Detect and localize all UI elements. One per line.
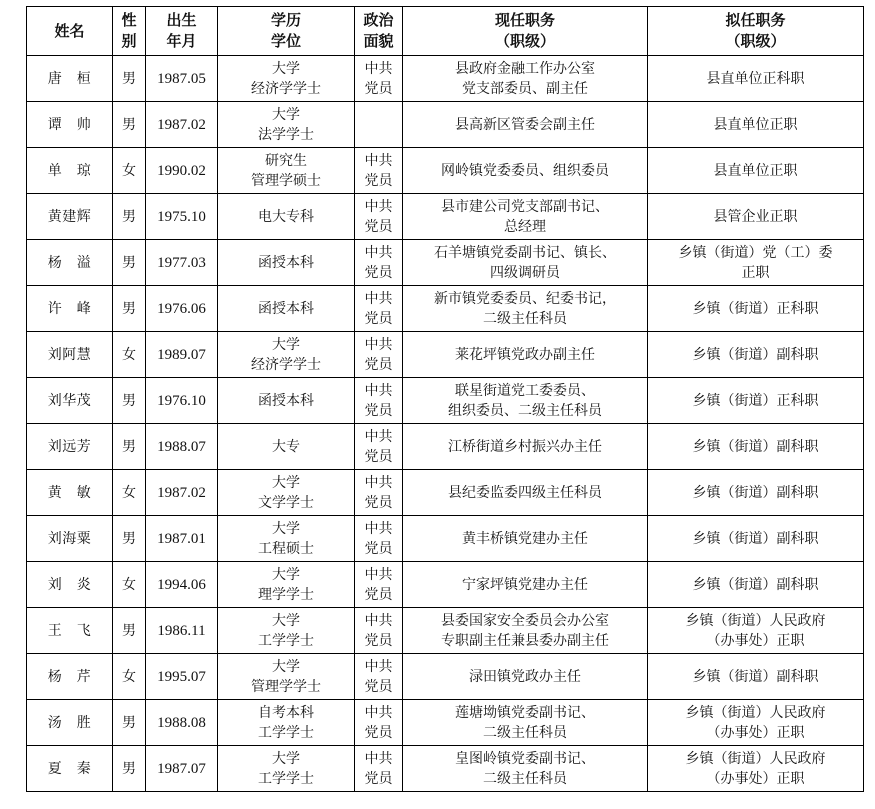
header-party [355,7,403,56]
cell-proposed-post [648,102,864,148]
cell-line: 中共 [364,704,393,721]
cell-current-post [403,746,648,792]
header-birth [146,7,218,56]
cell-education [218,56,355,102]
cell-party [355,608,403,654]
cell-current-post [403,654,648,700]
cell-education [218,102,355,148]
cell-line: 中共 [364,244,393,261]
cell-line: 电大专科 [258,208,314,225]
cell-name: 汤 胜 [27,700,113,746]
cell-sex: 男 [113,700,146,746]
cell-party [355,424,403,470]
cell-line: 乡镇（街道）副科职 [692,668,819,685]
cell-sex: 女 [113,332,146,378]
cell-birth: 1976.10 [146,378,218,424]
cell-sex: 男 [113,378,146,424]
cell-education [218,654,355,700]
cell-party [355,378,403,424]
cell-line: 中共 [364,290,393,307]
cell-line: 中共 [364,750,393,767]
cell-line: 法学学士 [258,126,314,143]
cell-current-post [403,102,648,148]
cell-birth: 1975.10 [146,194,218,240]
cell-name: 刘海粟 [27,516,113,562]
cell-line: 县市建公司党支部副书记、 [441,198,609,215]
cell-line: 宁家坪镇党建办主任 [462,576,588,593]
cell-birth: 1994.06 [146,562,218,608]
cell-line: 渌田镇党政办主任 [469,668,581,685]
cell-education [218,148,355,194]
cell-line: （办事处）正职 [706,632,805,649]
cell-sex: 男 [113,286,146,332]
cell-line: 文学学士 [258,494,314,511]
cell-line: 大学 [272,474,300,491]
cell-line: 中共 [364,658,393,675]
cell-proposed-post [648,700,864,746]
cell-line: 党员 [364,540,393,557]
cell-line: 理学学士 [258,586,314,603]
cell-proposed-post [648,424,864,470]
cell-line: 乡镇（街道）副科职 [692,530,819,547]
cell-sex: 男 [113,516,146,562]
table-row [27,746,864,792]
cell-proposed-post [648,378,864,424]
cell-current-post [403,608,648,654]
cell-line: 大学 [272,106,300,123]
cell-line: 二级主任科员 [483,724,567,741]
cell-proposed-post [648,240,864,286]
cell-education [218,516,355,562]
table-body [27,56,864,792]
table-row [27,286,864,332]
cell-party [355,148,403,194]
cell-sex: 女 [113,562,146,608]
cell-line: 大学 [272,60,300,77]
cell-party [355,746,403,792]
cell-birth: 1987.02 [146,102,218,148]
cell-current-post [403,470,648,516]
cell-name: 刘远芳 [27,424,113,470]
cell-line: 县直单位正职 [713,162,798,179]
table-row [27,562,864,608]
cell-line: 大学 [272,520,300,537]
cell-line: 中共 [364,60,393,77]
cell-line: 党员 [364,172,393,189]
cell-line: 年月 [166,32,197,50]
cell-line: 中共 [364,152,393,169]
cell-line: 别 [121,32,137,50]
cell-line: 工程硕士 [258,540,314,557]
cell-birth: 1990.02 [146,148,218,194]
cell-line: 黄丰桥镇党建办主任 [462,530,588,547]
cell-education [218,562,355,608]
cell-birth: 1989.07 [146,332,218,378]
cell-sex: 女 [113,148,146,194]
cell-current-post [403,424,648,470]
cell-line: 县高新区管委会副主任 [455,116,595,133]
cell-party [355,562,403,608]
table-row [27,700,864,746]
cell-line: 姓名 [54,21,85,40]
cell-party [355,470,403,516]
cell-name: 单 琼 [27,148,113,194]
table-row [27,470,864,516]
cell-current-post [403,378,648,424]
cell-education [218,194,355,240]
cell-proposed-post [648,608,864,654]
cell-line: 四级调研员 [490,264,560,281]
cell-sex: 女 [113,654,146,700]
cell-line: 乡镇（街道）正科职 [692,392,819,409]
cell-line: 县委国家安全委员会办公室 [441,612,609,629]
cell-birth: 1987.01 [146,516,218,562]
cell-line: 石羊塘镇党委副书记、镇长、 [434,244,616,261]
cell-line: 函授本科 [258,254,314,271]
cell-line: 县纪委监委四级主任科员 [448,484,602,501]
header-name [27,7,113,56]
cell-birth: 1987.02 [146,470,218,516]
cell-line: 党员 [364,80,393,97]
cell-name: 杨 溢 [27,240,113,286]
table-row [27,194,864,240]
cell-sex: 男 [113,746,146,792]
cell-line: （职级） [494,32,555,50]
cell-current-post [403,332,648,378]
cell-name: 谭 帅 [27,102,113,148]
cell-line: 中共 [364,382,393,399]
cell-line: 现任职务 [494,11,555,29]
cell-line: 中共 [364,336,393,353]
cell-line: 皇图岭镇党委副书记、 [455,750,595,767]
cell-education [218,746,355,792]
cell-line: 管理学学士 [251,678,321,695]
cell-name: 杨 芹 [27,654,113,700]
cell-party [355,332,403,378]
header-sex [113,7,146,56]
cell-proposed-post [648,562,864,608]
table-row [27,56,864,102]
table-row [27,332,864,378]
cell-line: 党员 [364,586,393,603]
cell-line: 县直单位正职 [713,116,798,133]
cell-line: 党员 [364,770,393,787]
cell-line: 学位 [270,32,301,50]
cell-line: 乡镇（街道）正科职 [692,300,819,317]
cell-line: 经济学学士 [251,356,321,373]
cell-current-post [403,562,648,608]
cell-name: 刘 炎 [27,562,113,608]
cell-line: 联星街道党工委委员、 [455,382,595,399]
cell-proposed-post [648,470,864,516]
cell-name: 刘阿慧 [27,332,113,378]
cell-line: 乡镇（街道）副科职 [692,576,819,593]
cell-line: 乡镇（街道）人民政府 [685,704,826,721]
cell-proposed-post [648,332,864,378]
cell-birth: 1976.06 [146,286,218,332]
cell-line: 县政府金融工作办公室 [455,60,595,77]
cell-line: 性 [121,11,137,29]
table-row [27,378,864,424]
cell-party [355,700,403,746]
cell-proposed-post [648,194,864,240]
cell-line: 工学学士 [258,724,314,741]
cell-line: 学历 [270,11,301,29]
cell-line: 乡镇（街道）副科职 [692,484,819,501]
table-row [27,654,864,700]
document-page [26,6,864,792]
cell-line: 莲塘坳镇党委副书记、 [455,704,595,721]
cell-party [355,240,403,286]
cell-education [218,286,355,332]
cell-line: 江桥街道乡村振兴办主任 [448,438,602,455]
cell-proposed-post [648,746,864,792]
cell-line: 拟任职务 [725,11,786,29]
cell-line: 二级主任科员 [483,770,567,787]
cell-birth: 1987.07 [146,746,218,792]
cell-name: 黄建辉 [27,194,113,240]
cell-line: 工学学士 [258,770,314,787]
cell-birth: 1986.11 [146,608,218,654]
cell-line: 管理学硕士 [251,172,321,189]
cell-line: 政治 [363,11,394,29]
appointment-table [26,6,864,792]
cell-education [218,332,355,378]
cell-line: 乡镇（街道）副科职 [692,346,819,363]
cell-line: （职级） [725,32,786,50]
cell-birth: 1988.07 [146,424,218,470]
cell-line: 大学 [272,336,300,353]
cell-name: 刘华茂 [27,378,113,424]
cell-line: 自考本科 [258,704,314,721]
cell-line: 党员 [364,494,393,511]
cell-line: （办事处）正职 [706,724,805,741]
cell-name: 夏 秦 [27,746,113,792]
cell-line: 乡镇（街道）人民政府 [685,612,826,629]
cell-birth: 1988.08 [146,700,218,746]
cell-line: 二级主任科员 [483,310,567,327]
cell-line: 党员 [364,356,393,373]
cell-name: 王 飞 [27,608,113,654]
cell-party [355,516,403,562]
cell-proposed-post [648,516,864,562]
cell-line: 大专 [272,438,300,455]
cell-line: 乡镇（街道）人民政府 [685,750,826,767]
cell-education [218,470,355,516]
header-row [27,7,864,56]
cell-line: 面貌 [363,32,394,50]
cell-line: 党员 [364,264,393,281]
cell-sex: 男 [113,240,146,286]
cell-sex: 男 [113,56,146,102]
cell-line: 经济学学士 [251,80,321,97]
cell-proposed-post [648,654,864,700]
cell-line: 中共 [364,474,393,491]
cell-education [218,608,355,654]
cell-party [355,102,403,148]
cell-current-post [403,194,648,240]
cell-education [218,424,355,470]
cell-education [218,700,355,746]
header-education [218,7,355,56]
cell-line: 中共 [364,566,393,583]
cell-line: 工学学士 [258,632,314,649]
cell-line: 专职副主任兼县委办副主任 [441,632,609,649]
cell-sex: 男 [113,194,146,240]
cell-sex: 男 [113,424,146,470]
cell-line: 研究生 [265,152,307,169]
cell-line: 组织委员、二级主任科员 [448,402,602,419]
cell-line: 出生 [166,11,197,29]
cell-party [355,654,403,700]
cell-line: 县直单位正科职 [706,70,805,87]
cell-party [355,56,403,102]
cell-line: 大学 [272,566,300,583]
cell-line: 函授本科 [258,392,314,409]
cell-name: 唐 桓 [27,56,113,102]
table-row [27,102,864,148]
cell-current-post [403,56,648,102]
cell-line: 党员 [364,218,393,235]
cell-birth: 1987.05 [146,56,218,102]
cell-line: 网岭镇党委委员、组织委员 [441,162,609,179]
cell-line: 乡镇（街道）党（工）委 [678,244,833,261]
cell-line: 总经理 [504,218,546,235]
cell-line: 党员 [364,402,393,419]
table-row [27,608,864,654]
cell-line: 党员 [364,678,393,695]
cell-line: 党员 [364,448,393,465]
cell-line: 新市镇党委委员、纪委书记， [434,290,616,307]
cell-proposed-post [648,286,864,332]
cell-line: 党员 [364,632,393,649]
table-row [27,424,864,470]
cell-line: 大学 [272,612,300,629]
cell-line: 大学 [272,658,300,675]
table-row [27,240,864,286]
cell-line: 党员 [364,724,393,741]
cell-current-post [403,700,648,746]
cell-sex: 女 [113,470,146,516]
cell-line: 中共 [364,198,393,215]
cell-birth: 1995.07 [146,654,218,700]
cell-line: 乡镇（街道）副科职 [692,438,819,455]
cell-line: 大学 [272,750,300,767]
cell-line: 党支部委员、副主任 [462,80,588,97]
cell-party [355,286,403,332]
cell-education [218,378,355,424]
cell-line: 中共 [364,612,393,629]
cell-proposed-post [648,56,864,102]
cell-line: 正职 [741,264,770,281]
cell-line: 中共 [364,520,393,537]
cell-current-post [403,148,648,194]
cell-line: 函授本科 [258,300,314,317]
cell-current-post [403,286,648,332]
cell-education [218,240,355,286]
cell-sex: 男 [113,608,146,654]
cell-current-post [403,240,648,286]
table-row [27,516,864,562]
cell-sex: 男 [113,102,146,148]
cell-line: 党员 [364,310,393,327]
cell-line: （办事处）正职 [706,770,805,787]
cell-name: 黄 敏 [27,470,113,516]
cell-name: 许 峰 [27,286,113,332]
cell-proposed-post [648,148,864,194]
cell-line: 县管企业正职 [713,208,798,225]
cell-line: 莱花坪镇党政办副主任 [455,346,595,363]
cell-current-post [403,516,648,562]
header-current-post [403,7,648,56]
table-row [27,148,864,194]
cell-party [355,194,403,240]
header-proposed-post [648,7,864,56]
cell-birth: 1977.03 [146,240,218,286]
cell-line: 中共 [364,428,393,445]
